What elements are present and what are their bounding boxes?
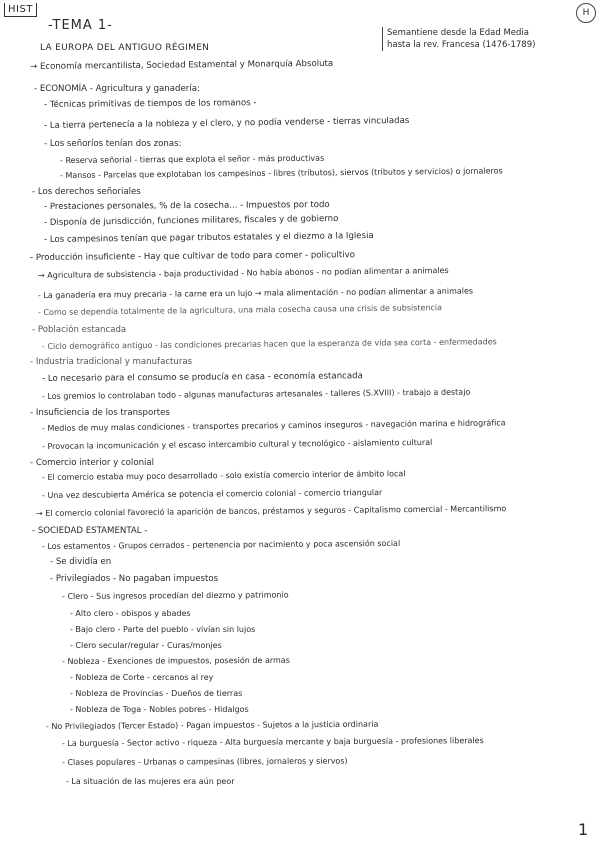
note-line: - Los gremios lo controlaban todo - algunas manufacturas artesanales - talleres (S.XVIII) - trabajo a destajo bbox=[41, 387, 471, 401]
page-title: -TEMA 1- bbox=[48, 18, 113, 33]
note-line: - Una vez descubierta América se potencia el comercio colonial - comercio triangular bbox=[41, 488, 383, 500]
note-line: - Clero secular/regular - Curas/monjes bbox=[70, 641, 222, 650]
note-line: - Privilegiados - No pagaban impuestos bbox=[50, 574, 219, 584]
page-number: 1 bbox=[578, 820, 589, 839]
note-line: → Economía mercantilista, Sociedad Estamental y Monarquía Absoluta bbox=[29, 58, 334, 72]
note-line: - Nobleza de Corte - cercanos al rey bbox=[70, 673, 214, 682]
note-line: - Medios de muy malas condiciones - transportes precarios y caminos inseguros - navegación marina e hidrográfica bbox=[41, 418, 506, 433]
note-line: - Como se dependía totalmente de la agricultura, una mala cosecha causa una crisis de subsistencia bbox=[37, 303, 443, 317]
note-line: - Los campesinos tenían que pagar tributos estatales y el diezmo a la Iglesia bbox=[43, 230, 374, 245]
note-line: - Ciclo demográfico antiguo - las condiciones precarias hacen que la esperanza de vida sea corta - enfermedades bbox=[41, 337, 497, 351]
note-line: - Nobleza de Provincias - Dueños de tierras bbox=[70, 689, 243, 698]
note-line: - Industria tradicional y manufacturas bbox=[30, 357, 193, 367]
note-line: - Los estamentos - Grupos cerrados - pertenencia por nacimiento y poca ascensión social bbox=[41, 538, 401, 551]
note-line: - La ganadería era muy precaria - la carne era un lujo → mala alimentación - no podían alimentar a animales bbox=[37, 286, 474, 300]
page-tag: H bbox=[576, 3, 596, 23]
subject-tag: HIST bbox=[4, 3, 37, 17]
note-line: - El comercio estaba muy poco desarrollado - solo existía comercio interior de ámbito local bbox=[41, 469, 406, 482]
note-line: - Clero - Sus ingresos procedían del diezmo y patrimonio bbox=[61, 590, 289, 601]
note-line: - La tierra pertenecía a la nobleza y el clero, y no podía venderse - tierras vinculadas bbox=[43, 115, 410, 131]
note-line: - Comercio interior y colonial bbox=[30, 458, 155, 468]
note-line: - Población estancada bbox=[32, 325, 127, 335]
note-line: - Disponía de jurisdicción, funciones militares, fiscales y de gobierno bbox=[43, 213, 339, 228]
note-line: - Provocan la incomunicación y el escaso intercambio cultural y tecnológico - aislamiento cultural bbox=[41, 437, 433, 451]
note-line: - Mansos - Parcelas que explotaban los campesinos - libres (tributos), siervos (tributos y servicios) o jornaleros bbox=[59, 166, 503, 180]
note-line: - Producción insuficiente - Hay que cultivar de todo para comer - policultivo bbox=[29, 250, 355, 263]
note-line: - Nobleza de Toga - Nobles pobres - Hidalgos bbox=[70, 705, 249, 714]
note-line: - Reserva señorial - tierras que explota el señor - más productivas bbox=[59, 153, 325, 165]
page-subtitle: LA EUROPA DEL ANTIGUO RÉGIMEN bbox=[40, 43, 210, 53]
note-line: - Técnicas primitivas de tiempos de los romanos - bbox=[43, 98, 257, 110]
note-line: - Lo necesario para el consumo se producía en casa - economía estancada bbox=[41, 371, 363, 384]
side-note: Semantiene desde la Edad Media hasta la rev. Francesa (1476-1789) bbox=[382, 27, 537, 51]
note-line: - Los señoríos tenían dos zonas: bbox=[44, 139, 182, 149]
note-line: → El comercio colonial favoreció la aparición de bancos, préstamos y seguros - Capitalismo comercial - Mercantilismo bbox=[35, 504, 507, 518]
note-line: - No Privilegiados (Tercer Estado) - Pagan impuestos - Sujetos a la justicia ordinaria bbox=[45, 719, 379, 731]
note-line: - La situación de las mujeres era aún peor bbox=[66, 777, 235, 786]
note-line: - Bajo clero - Parte del pueblo - vivían sin lujos bbox=[70, 625, 256, 634]
note-line: - Se dividía en bbox=[50, 557, 112, 567]
note-line: - Clases populares - Urbanas o campesinas (libres, jornaleros y siervos) bbox=[61, 756, 348, 767]
note-line: - Prestaciones personales, % de la cosecha... - Impuestos por todo bbox=[43, 200, 330, 212]
note-line: → Agricultura de subsistencia - baja productividad - No había abonos - no podían alimentar a animales bbox=[37, 265, 449, 280]
note-line: - ECONOMÍA - Agricultura y ganadería: bbox=[34, 84, 200, 94]
note-line: - Alto clero - obispos y abades bbox=[70, 609, 191, 618]
note-line: - Insuficiencia de los transportes bbox=[30, 408, 170, 418]
note-line: - Nobleza - Exenciones de impuestos, posesión de armas bbox=[61, 655, 290, 666]
note-line: - SOCIEDAD ESTAMENTAL - bbox=[32, 526, 148, 536]
note-line: - Los derechos señoriales bbox=[32, 187, 141, 197]
note-line: - La burguesía - Sector activo - riqueza - Alta burguesía mercante y baja burguesía - profesiones liberales bbox=[61, 736, 484, 748]
